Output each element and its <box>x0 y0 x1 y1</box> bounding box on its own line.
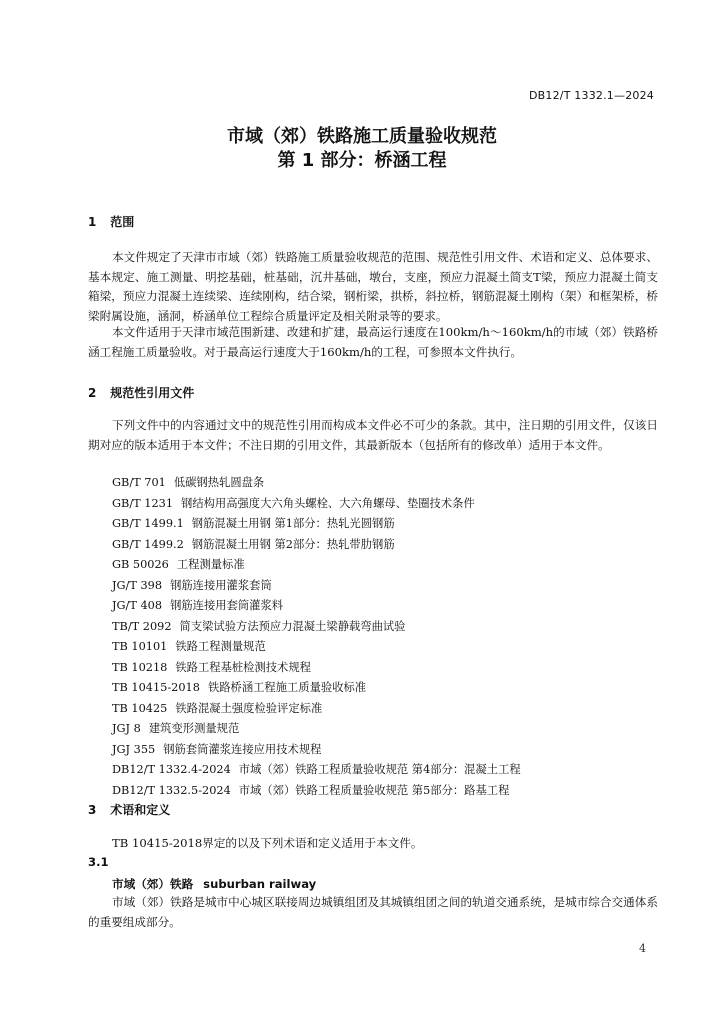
terms-intro: TB 10415-2018界定的以及下列术语和定义适用于本文件。 <box>112 836 423 850</box>
reference-item <box>112 658 521 679</box>
document-title: 市域（郊）铁路施工质量验收规范 <box>227 126 497 147</box>
section-title: 规范性引用文件 <box>110 386 195 400</box>
reference-item <box>112 617 521 638</box>
reference-code: TB 10218 <box>112 660 168 674</box>
reference-code: GB/T 1231 <box>112 496 174 510</box>
page-number: 4 <box>639 942 646 955</box>
term-number: 3.1 <box>88 855 109 869</box>
reference-code: TB/T 2092 <box>112 619 172 633</box>
reference-title: 市域（郊）铁路工程质量验收规范 第4部分：混凝土工程 <box>238 763 521 776</box>
reference-title: 简支梁试验方法预应力混凝土梁静载弯曲试验 <box>179 619 406 633</box>
reference-item <box>112 514 521 535</box>
reference-code: TB 10425 <box>112 701 168 715</box>
reference-item <box>112 555 521 576</box>
reference-item <box>112 494 521 515</box>
reference-title: 钢筋混凝土用钢 第1部分：热轧光圆钢筋 <box>191 517 395 530</box>
reference-list <box>112 473 521 801</box>
reference-code: GB 50026 <box>112 558 169 571</box>
reference-code: TB 10415-2018 <box>112 681 200 694</box>
reference-code: JG/T 408 <box>112 599 163 612</box>
reference-code: JG/T 398 <box>112 578 163 592</box>
reference-title: 铁路桥涵工程施工质量验收标准 <box>207 681 367 694</box>
reference-code: TB 10101 <box>112 640 168 653</box>
reference-item <box>112 596 521 617</box>
reference-code: DB12/T 1332.4-2024 <box>112 763 231 776</box>
reference-title: 钢筋连接用套筒灌浆料 <box>170 599 284 612</box>
reference-item <box>112 535 521 556</box>
reference-code: DB12/T 1332.5-2024 <box>112 783 231 797</box>
reference-title: 钢筋连接用灌浆套筒 <box>170 578 272 592</box>
section-title: 术语和定义 <box>110 803 171 817</box>
reference-item <box>112 699 521 720</box>
reference-item <box>112 760 521 781</box>
section-title: 范围 <box>110 215 135 229</box>
reference-code: GB/T 701 <box>112 476 166 489</box>
scope-paragraph-2: 本文件适用于天津市域范围新建、改建和扩建，最高运行速度在100km/h～160km/h的市域（郊）铁路桥涵工程施工质量验收。对于最高运行速度大于160km/h的工程，可参照本文件执行。 <box>88 325 658 359</box>
scope-paragraph-1: 本文件规定了天津市市域（郊）铁路施工质量验收规范的范围、规范性引用文件、术语和定义、总体要求、基本规定、施工测量、明挖基础，桩基础，沉井基础，墩台，支座，预应力混凝土简支T梁，预应力混凝土简支箱梁，预应力混凝土连续梁、连续刚构，结合梁，钢桁梁，拱桥，斜拉桥，钢筋混凝土刚构（架）和框架桥，桥梁附属设施，涵洞，桥涵单位工程综合质量评定及相关附录等的要求。 <box>88 250 658 323</box>
reference-title: 钢结构用高强度大六角头螺栓、大六角螺母、垫圈技术条件 <box>181 496 475 510</box>
section-number: 3 <box>88 803 97 817</box>
reference-item <box>112 678 521 699</box>
reference-title: 市域（郊）铁路工程质量验收规范 第5部分：路基工程 <box>238 783 510 797</box>
reference-code: JGJ 8 <box>112 722 141 735</box>
document-subtitle: 第 1 部分：桥涵工程 <box>277 150 447 171</box>
reference-code: JGJ 355 <box>112 742 156 756</box>
reference-item <box>112 473 521 494</box>
reference-item <box>112 637 521 658</box>
reference-code: GB/T 1499.2 <box>112 537 184 551</box>
reference-title: 低碳钢热轧圆盘条 <box>173 476 265 489</box>
reference-item <box>112 719 521 740</box>
term-heading <box>112 876 316 892</box>
term-english: suburban railway <box>203 877 317 891</box>
term-definition: 市域（郊）铁路是城市中心城区联接周边城镇组团及其城镇组团之间的轨道交通系统，是城市综合交通体系的重要组成部分。 <box>88 895 658 929</box>
reference-title: 铁路混凝土强度检验评定标准 <box>175 701 323 715</box>
reference-item <box>112 740 521 761</box>
reference-title: 钢筋套筒灌浆连接应用技术规程 <box>163 742 322 756</box>
section-1-heading <box>88 213 134 230</box>
reference-item <box>112 781 521 802</box>
section-3-heading <box>88 801 170 818</box>
references-intro: 下列文件中的内容通过文中的规范性引用而构成本文件必不可少的条款。其中，注日期的引用文件，仅该日期对应的版本适用于本文件；不注日期的引用文件，其最新版本（包括所有的修改单）适用于本文件。 <box>88 418 658 452</box>
reference-title: 铁路工程基桩检测技术规程 <box>175 660 311 674</box>
reference-item <box>112 576 521 597</box>
reference-code: GB/T 1499.1 <box>112 517 184 530</box>
section-2-heading <box>88 384 194 401</box>
reference-title: 铁路工程测量规范 <box>175 640 266 653</box>
reference-title: 工程测量标准 <box>176 558 245 571</box>
reference-title: 钢筋混凝土用钢 第2部分：热轧带肋钢筋 <box>191 537 395 551</box>
reference-title: 建筑变形测量规范 <box>148 722 240 735</box>
section-number: 1 <box>88 215 97 229</box>
section-number: 2 <box>88 386 97 400</box>
term-chinese: 市域（郊）铁路 <box>112 877 194 891</box>
document-id: DB12/T 1332.1—2024 <box>528 89 654 102</box>
